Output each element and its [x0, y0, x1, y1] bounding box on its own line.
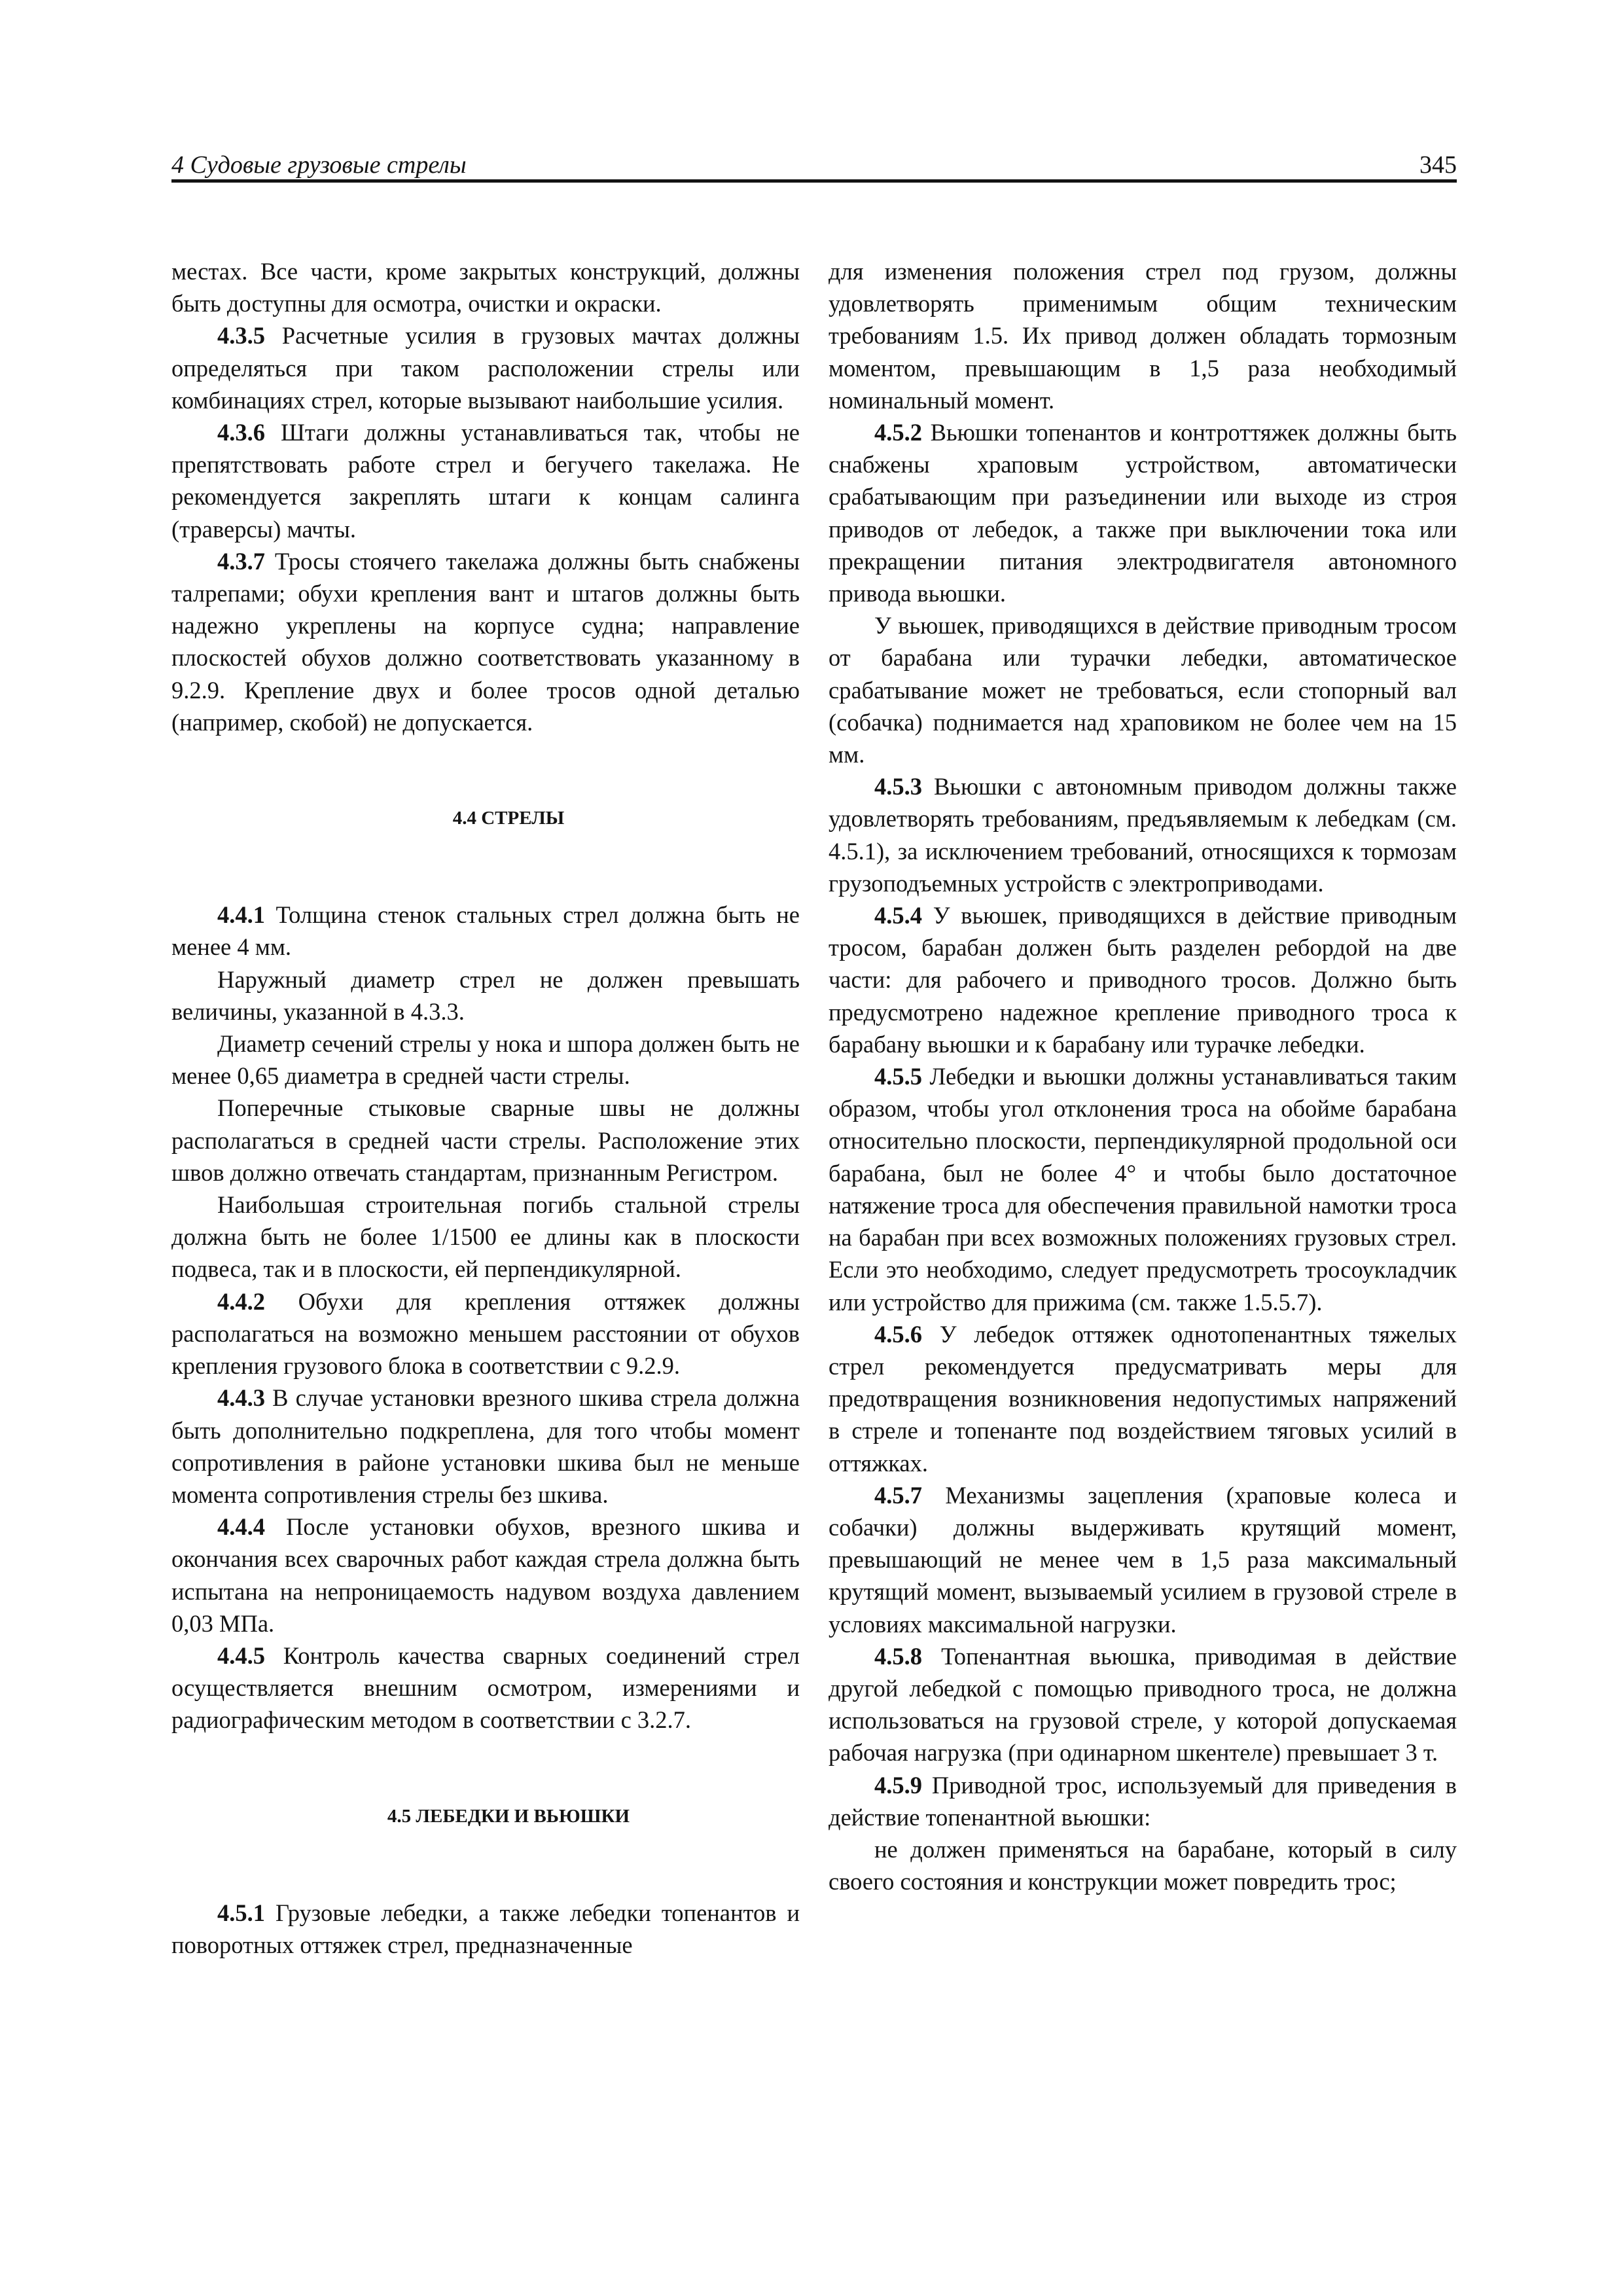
- page-number: 345: [1419, 151, 1457, 179]
- paragraph-text: Грузовые лебедки, а также лебедки топенантов и поворотных оттяжек стрел, предназначенные: [171, 1899, 800, 1958]
- paragraph: [829, 416, 1457, 609]
- paragraph-text: Штаги должны устанавливаться так, чтобы не препятствовать работе стрел и бегучего такелажа. Не рекомендуется закреплять штаги к концам салинга (траверсы) мачты.: [171, 419, 800, 543]
- clause-number: 4.5.4: [874, 902, 922, 929]
- section-heading: 4.4 СТРЕЛЫ: [452, 808, 565, 829]
- paragraph: [829, 1318, 1457, 1479]
- paragraph: Наружный диаметр стрел не должен превышать величины, указанной в 4.3.3.: [171, 965, 800, 1025]
- paragraph: [171, 899, 800, 963]
- left-column: [171, 255, 800, 1961]
- clause-number: 4.4.5: [217, 1641, 265, 1669]
- paragraph: [171, 1640, 800, 1736]
- paragraph: [171, 416, 800, 545]
- paragraph: Поперечные стыковые сварные швы не должны располагаться в средней части стрелы. Расположение этих швов должно отвечать стандартам, признанным Регистром.: [171, 1094, 800, 1186]
- paragraph: [829, 899, 1457, 1060]
- paragraph: [171, 1382, 800, 1511]
- clause-number: 4.4.1: [217, 901, 265, 929]
- paragraph: У вьюшек, приводящихся в действие приводным тросом от барабана или турачки лебедки, автоматическое срабатывание может не требоваться, если стопорный вал (собачка) поднимается над храповиком не более чем на 15 мм.: [829, 612, 1457, 768]
- paragraph-text: Вьюшки с автономным приводом должны также удовлетворять требованиям, предъявляемым к лебедкам (см. 4.5.1), за исключением требований, относящихся к тормозам грузоподъемных устройств с электроприводами.: [829, 773, 1457, 897]
- clause-number: 4.5.6: [874, 1320, 922, 1348]
- header-title: 4 Судовые грузовые стрелы: [171, 151, 467, 179]
- running-header: [171, 145, 1457, 179]
- clause-number: 4.3.5: [217, 322, 265, 350]
- paragraph-text: Приводной трос, используемый для приведения в действие топенантной вьюшки:: [829, 1771, 1457, 1831]
- paragraph: Диаметр сечений стрелы у нока и шпора должен быть не менее 0,65 диаметра в средней части стрелы.: [171, 1030, 800, 1090]
- paragraph-text: Механизмы зацепления (храповые колеса и собачки) должны выдерживать крутящий момент, превышающий не менее чем в 1,5 раза максимальный крутящий момент, вызываемый усилием в грузовой стреле в условиях максимальной нагрузки.: [829, 1481, 1457, 1638]
- clause-number: 4.5.2: [874, 419, 922, 446]
- paragraph: [829, 770, 1457, 899]
- paragraph: [829, 1640, 1457, 1769]
- clause-number: 4.5.8: [874, 1642, 922, 1670]
- clause-number: 4.5.1: [217, 1899, 265, 1926]
- paragraph-text: У лебедок оттяжек однотопенантных тяжелых стрел рекомендуется предусматривать меры для предотвращения возникновения недопустимых напряжений в стреле и топенанте под воздействием тяговых усилий в оттяжках.: [829, 1320, 1457, 1477]
- clause-number: 4.4.4: [217, 1513, 265, 1541]
- spacer: [171, 834, 800, 899]
- paragraph: [829, 1769, 1457, 1833]
- paragraph-text: Расчетные усилия в грузовых мачтах должны определяться при таком расположении стрелы или комбинациях стрел, которые вызывают наибольшие усилия.: [171, 322, 800, 414]
- paragraph-text: Топенантная вьюшка, приводимая в действие другой лебедкой с помощью приводного троса, не должна использоваться на грузовой стреле, у которой допускаемая рабочая нагрузка (при одинарном шкентеле) превышает 3 т.: [829, 1642, 1457, 1767]
- paragraph-text: В случае установки врезного шкива стрела должна быть дополнительно подкреплена, для того чтобы момент сопротивления в районе установки шкива был не меньше момента сопротивления стрелы без шкива.: [171, 1384, 800, 1508]
- right-column: [829, 255, 1457, 1897]
- clause-number: 4.5.7: [874, 1481, 922, 1509]
- paragraph-text: У вьюшек, приводящихся в действие приводным тросом, барабан должен быть разделен ребордой на две части: для рабочего и приводного тросов. Должно быть предусмотрено надежное крепление приводного троса к барабану вьюшки и к барабану или турачке лебедки.: [829, 902, 1457, 1058]
- clause-number: 4.5.3: [874, 773, 922, 800]
- paragraph: [171, 545, 800, 738]
- paragraph: [171, 319, 800, 416]
- paragraph: [171, 1285, 800, 1382]
- paragraph: [829, 1060, 1457, 1318]
- clause-number: 4.5.5: [874, 1063, 922, 1090]
- paragraph: для изменения положения стрел под грузом, должны удовлетворять применимым общим техническим требованиям 1.5. Их привод должен обладать тормозным моментом, превышающим в 1,5 раза необходимый номинальный момент.: [829, 258, 1457, 414]
- section-heading: 4.5 ЛЕБЕДКИ И ВЬЮШКИ: [387, 1805, 630, 1827]
- spacer: [171, 738, 800, 802]
- paragraph: [171, 1897, 800, 1961]
- paragraph-text: Толщина стенок стальных стрел должна быть не менее 4 мм.: [171, 901, 800, 961]
- paragraph-text: Лебедки и вьюшки должны устанавливаться таким образом, чтобы угол отклонения троса на обойме барабана относительно плоскости, перпендикулярной продольной оси барабана, был не более 4° и чтобы было достаточное натяжение троса для обеспечения правильной намотки троса на барабан при всех возможных положениях грузовых стрел. Если это необходимо, следует предусмотреть тросоукладчик или устройство для прижима (см. также 1.5.5.7).: [829, 1063, 1457, 1316]
- paragraph: не должен применяться на барабане, который в силу своего состояния и конструкции может повредить трос;: [829, 1835, 1457, 1895]
- clause-number: 4.3.6: [217, 419, 265, 446]
- paragraph-text: Тросы стоячего такелажа должны быть снабжены талрепами; обухи крепления вант и штагов должны быть надежно укреплены на корпусе судна; направление плоскостей обухов должно соответствовать указанному в 9.2.9. Крепление двух и более тросов одной деталью (например, скобой) не допускается.: [171, 547, 800, 736]
- paragraph-text: Вьюшки топенантов и контроттяжек должны быть снабжены храповым устройством, автоматически срабатывающим при разъединении или выходе из строя приводов от лебедок, а также при выключении тока или прекращении питания электродвигателя автономного привода вьюшки.: [829, 419, 1457, 607]
- paragraph-text: Обухи для крепления оттяжек должны располагаться на возможно меньшем расстоянии от обухов крепления грузового блока в соответствии с 9.2.9.: [171, 1287, 800, 1380]
- spacer: [171, 1736, 800, 1801]
- paragraph-text: После установки обухов, врезного шкива и окончания всех сварочных работ каждая стрела должна быть испытана на непроницаемость надувом воздуха давлением 0,03 МПа.: [171, 1513, 800, 1637]
- clause-number: 4.4.3: [217, 1384, 265, 1412]
- clause-number: 4.5.9: [874, 1771, 922, 1799]
- clause-number: 4.4.2: [217, 1287, 265, 1315]
- paragraph: [829, 1479, 1457, 1640]
- paragraph: Наибольшая строительная погибь стальной стрелы должна быть не более 1/1500 ее длины как в плоскости подвеса, так и в плоскости, ей перпендикулярной.: [171, 1191, 800, 1283]
- paragraph: [171, 1511, 800, 1640]
- spacer: [171, 1833, 800, 1897]
- paragraph: местах. Все части, кроме закрытых конструкций, должны быть доступны для осмотра, очистки и окраски.: [171, 258, 800, 317]
- header-rule: [171, 179, 1457, 183]
- paragraph-text: Контроль качества сварных соединений стрел осуществляется внешним осмотром, измерениями и радиографическим методом в соответствии с 3.2.7.: [171, 1641, 800, 1734]
- clause-number: 4.3.7: [217, 547, 265, 575]
